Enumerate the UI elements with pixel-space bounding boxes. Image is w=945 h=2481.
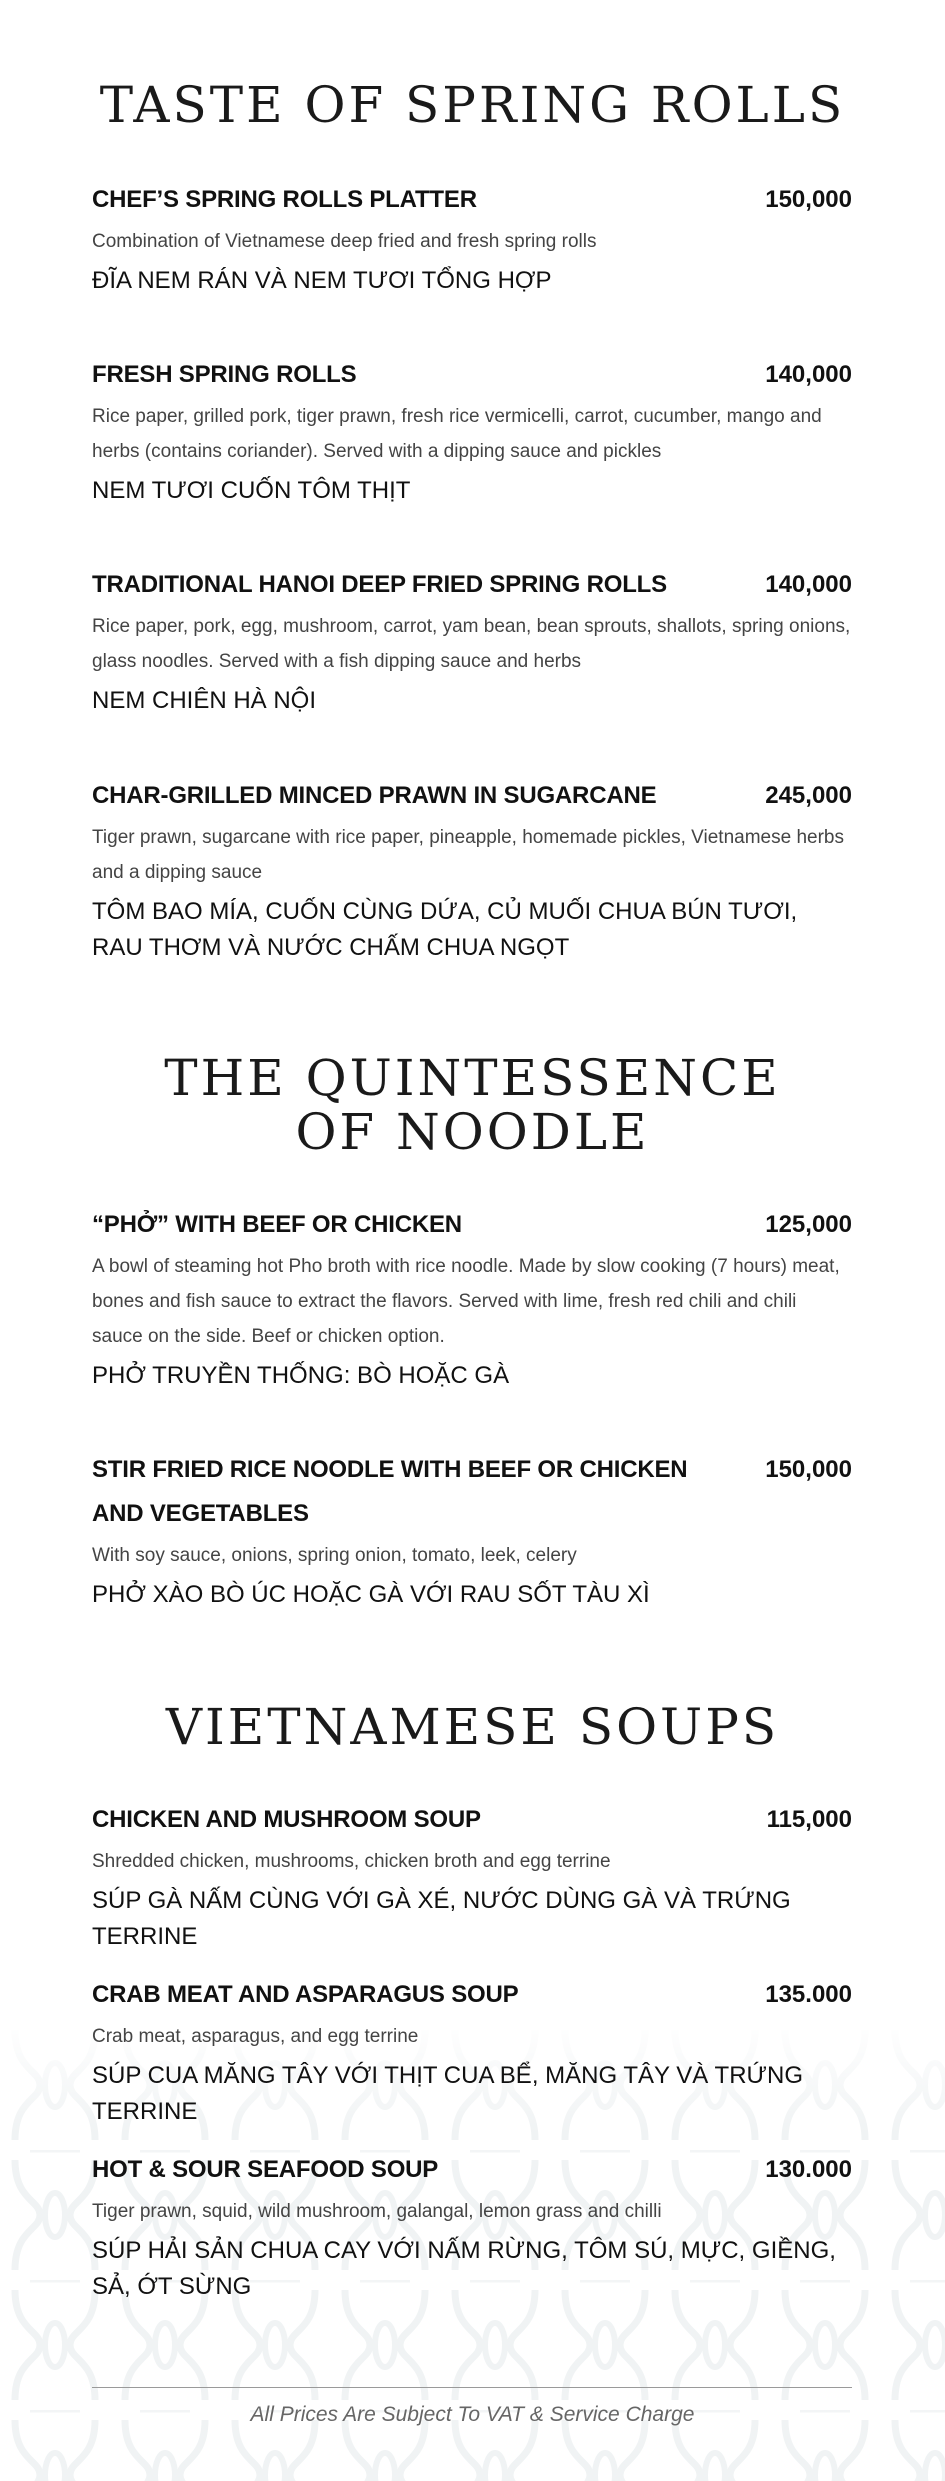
item-name: CHICKEN AND MUSHROOM SOUP xyxy=(92,1806,481,1833)
menu-item xyxy=(92,774,852,966)
item-vietnamese-name: NEM TƯƠI CUỐN TÔM THỊT xyxy=(92,477,411,504)
item-vietnamese-name: PHỞ XÀO BÒ ÚC HOẶC GÀ VỚI RAU SỐT TÀU XÌ xyxy=(92,1581,650,1608)
item-price: 125,000 xyxy=(765,1211,852,1238)
item-name: CRAB MEAT AND ASPARAGUS SOUP xyxy=(92,1981,519,2008)
item-price: 150,000 xyxy=(765,1456,852,1483)
item-name: CHEF’S SPRING ROLLS PLATTER xyxy=(92,186,477,213)
item-vietnamese-name: SÚP GÀ NẤM CÙNG VỚI GÀ XÉ, NƯỚC DÙNG GÀ VÀ TRỨNG TERRINE xyxy=(92,1887,791,1950)
item-name: FRESH SPRING ROLLS xyxy=(92,361,357,388)
item-vietnamese-name: NEM CHIÊN HÀ NỘI xyxy=(92,687,317,714)
menu-item xyxy=(92,1448,852,1613)
item-description: With soy sauce, onions, spring onion, tomato, leek, celery xyxy=(92,1545,577,1566)
menu-item xyxy=(92,563,852,719)
item-description: Rice paper, pork, egg, mushroom, carrot, yam bean, bean sprouts, shallots, spring onions, glass noodles. Served with a fish dipping sauce and herbs xyxy=(92,616,851,672)
item-description: Tiger prawn, sugarcane with rice paper, pineapple, homemade pickles, Vietnamese herbs and a dipping sauce xyxy=(92,827,844,883)
item-name: “PHỞ” WITH BEEF OR CHICKEN xyxy=(92,1211,462,1238)
item-price: 245,000 xyxy=(765,782,852,809)
item-vietnamese-name: PHỞ TRUYỀN THỐNG: BÒ HOẶC GÀ xyxy=(92,1362,510,1389)
section-title-spring-rolls xyxy=(0,78,945,132)
item-name: TRADITIONAL HANOI DEEP FRIED SPRING ROLLS xyxy=(92,571,667,598)
section-title-line: OF NOODLE xyxy=(295,1103,650,1161)
footer-note: All Prices Are Subject To VAT & Service Charge xyxy=(250,2403,695,2426)
menu-item xyxy=(92,2148,852,2305)
item-description: Tiger prawn, squid, wild mushroom, galangal, lemon grass and chilli xyxy=(92,2201,662,2222)
section-title-line: VIETNAMESE SOUPS xyxy=(165,1698,780,1756)
item-description: Rice paper, grilled pork, tiger prawn, fresh rice vermicelli, carrot, cucumber, mango and herbs (contains coriander). Served with a dipping sauce and pickles xyxy=(92,406,822,462)
item-price: 135.000 xyxy=(765,1981,852,2008)
item-vietnamese-name: ĐĨA NEM RÁN VÀ NEM TƯƠI TỔNG HỢP xyxy=(92,267,552,294)
footer-divider xyxy=(92,2387,852,2388)
menu-item xyxy=(92,1973,852,2130)
item-price: 140,000 xyxy=(765,571,852,598)
item-name: HOT & SOUR SEAFOOD SOUP xyxy=(92,2156,439,2183)
item-price: 150,000 xyxy=(765,186,852,213)
item-description: Crab meat, asparagus, and egg terrine xyxy=(92,2026,419,2047)
item-vietnamese-name: SÚP HẢI SẢN CHUA CAY VỚI NẤM RỪNG, TÔM SÚ, MỰC, GIỀNG, SẢ, ỚT SỪNG xyxy=(92,2237,836,2300)
section-title-soups xyxy=(0,1700,945,1754)
menu-item xyxy=(92,1203,852,1394)
item-name: STIR FRIED RICE NOODLE WITH BEEF OR CHICKEN AND VEGETABLES xyxy=(92,1456,688,1527)
item-vietnamese-name: SÚP CUA MĂNG TÂY VỚI THỊT CUA BỂ, MĂNG TÂY VÀ TRỨNG TERRINE xyxy=(92,2062,804,2125)
menu-item xyxy=(92,353,852,509)
item-price: 140,000 xyxy=(765,361,852,388)
item-price: 130.000 xyxy=(765,2156,852,2183)
section-title-line: TASTE OF SPRING ROLLS xyxy=(99,76,846,134)
menu-item xyxy=(92,1798,852,1955)
section-title-line: THE QUINTESSENCE xyxy=(164,1049,781,1107)
item-description: Combination of Vietnamese deep fried and fresh spring rolls xyxy=(92,231,597,252)
section-title-noodle xyxy=(0,1051,945,1159)
item-price: 115,000 xyxy=(766,1806,852,1833)
item-description: A bowl of steaming hot Pho broth with rice noodle. Made by slow cooking (7 hours) meat, bones and fish sauce to extract the flavors. Served with lime, fresh red chili and chili sauce on the side. Beef or chicken option. xyxy=(92,1256,840,1347)
menu-item xyxy=(92,178,852,299)
item-vietnamese-name: TÔM BAO MÍA, CUỐN CÙNG DỨA, CỦ MUỐI CHUA BÚN TƯƠI, RAU THƠM VÀ NƯỚC CHẤM CHUA NGỌT xyxy=(92,898,798,961)
item-name: CHAR-GRILLED MINCED PRAWN IN SUGARCANE xyxy=(92,782,657,809)
item-description: Shredded chicken, mushrooms, chicken broth and egg terrine xyxy=(92,1851,611,1872)
